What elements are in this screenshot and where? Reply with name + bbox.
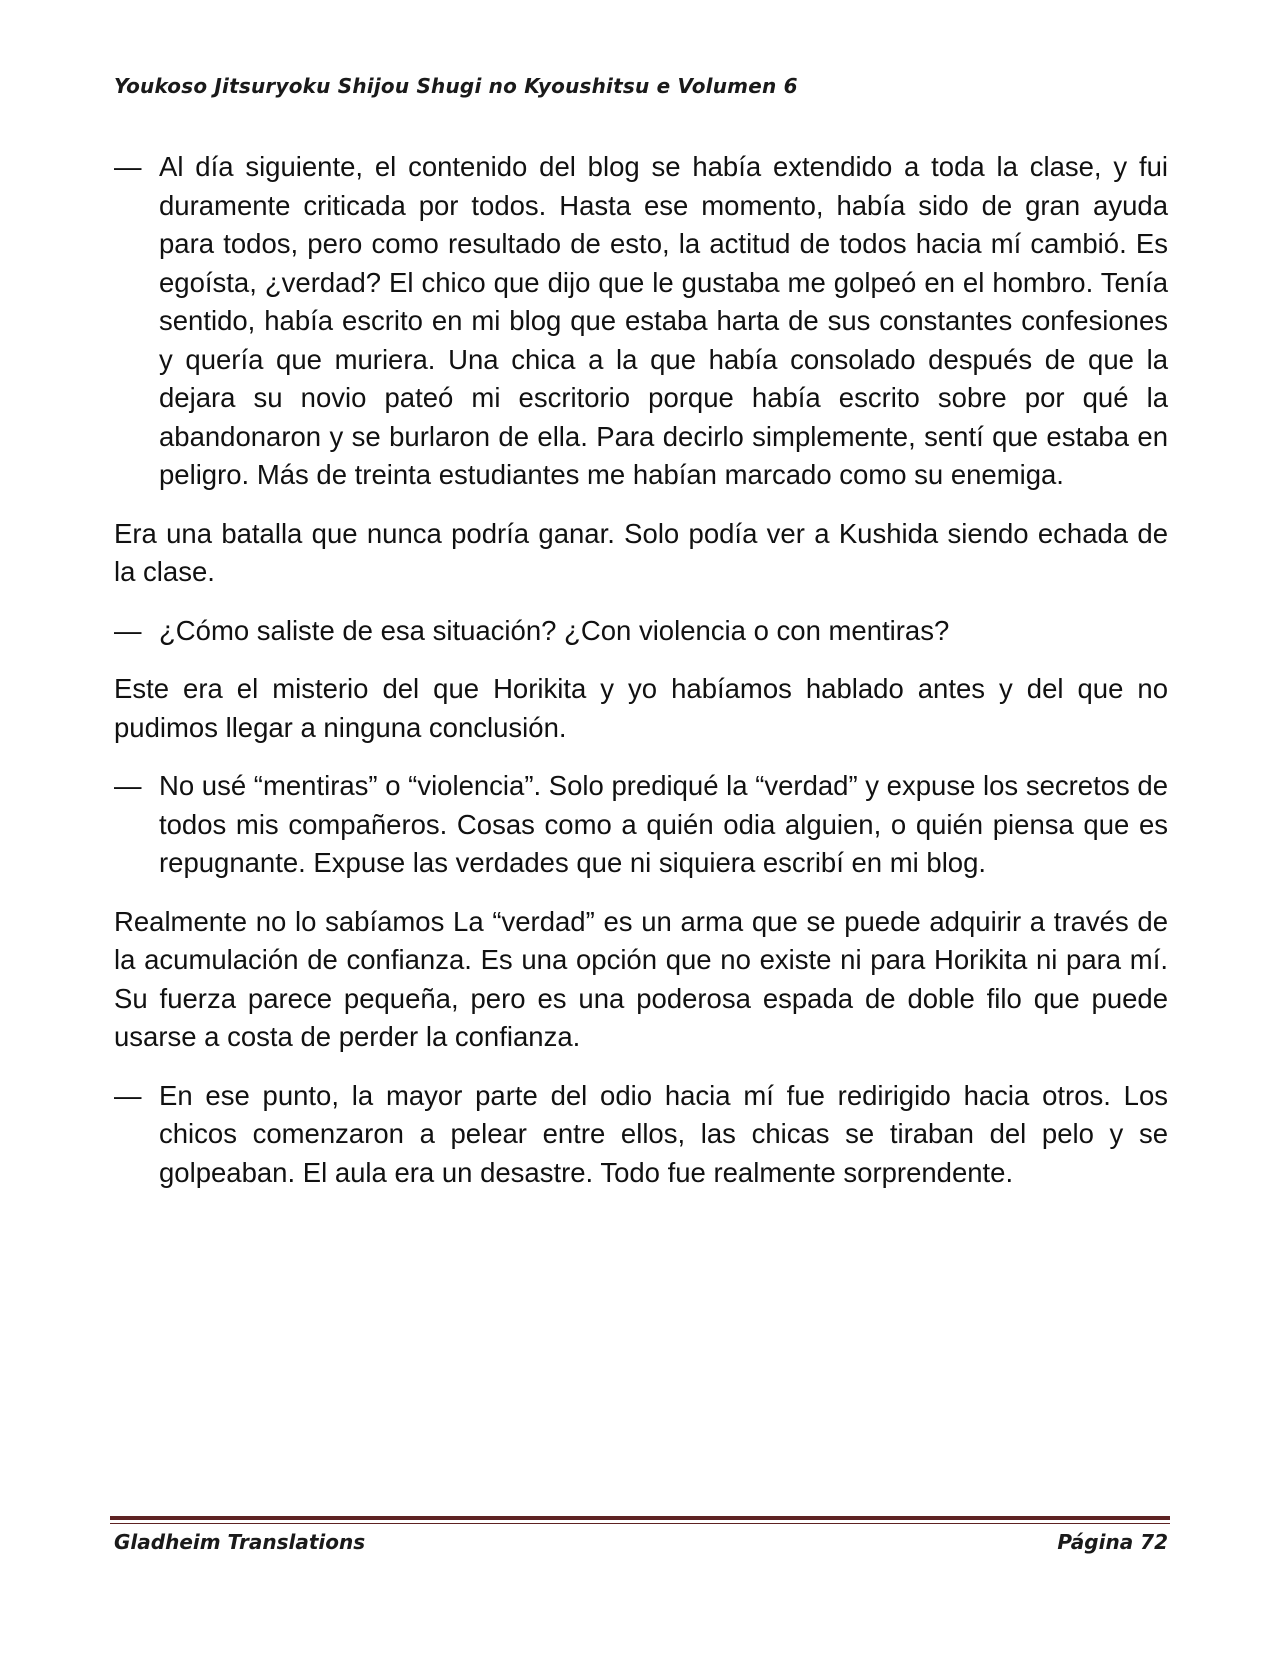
dialogue-text: En ese punto, la mayor parte del odio hacia mí fue redirigido hacia otros. Los chicos comenzaron a pelear entre ellos, las chicas se tiraban del pelo y se golpeaban. El aula era un desastre. Todo fue realmente sorprendente. — [159, 1079, 1168, 1188]
page-number: Página 72 — [1057, 1530, 1168, 1554]
dialogue-paragraph — [114, 612, 1168, 651]
dialogue-dash: — — [114, 614, 142, 646]
footer-divider-thin — [110, 1523, 1170, 1524]
dialogue-paragraph — [114, 1077, 1168, 1193]
dialogue-dash: — — [114, 770, 142, 801]
dialogue-dash: — — [114, 151, 142, 182]
narration-paragraph: Este era el misterio del que Horikita y yo habíamos hablado antes y del que no pudimos llegar a ninguna conclusión. — [114, 673, 1168, 743]
dialogue-text: No usé “mentiras” o “violencia”. Solo prediqué la “verdad” y expuse los secretos de todos mis compañeros. Cosas como a quién odia alguien, o quién piensa que es repugnante. Expuse las verdades que ni siquiera escribí en mi blog. — [159, 770, 1168, 878]
dialogue-text: Al día siguiente, el contenido del blog se había extendido a toda la clase, y fui duramente criticada por todos. Hasta ese momento, había sido de gran ayuda para todos, pero como resultado de esto, la actitud de todos hacia mí cambió. Es egoísta, ¿verdad? El chico que dijo que le gustaba me golpeó en el hombro. Tenía sentido, había escrito en mi blog que estaba harta de sus constantes confesiones y quería que muriera. Una chica a la que había consolado después de que la dejara su novio pateó mi escritorio porque había escrito sobre por qué la abandonaron y se burlaron de ella. Para decirlo simplemente, sentí que estaba en peligro. Más de treinta estudiantes me habían marcado como su enemiga. — [159, 151, 1168, 490]
page-body — [114, 148, 1168, 1212]
dialogue-dash: — — [114, 1079, 142, 1111]
dialogue-paragraph — [114, 148, 1168, 495]
narration-paragraph: Realmente no lo sabíamos La “verdad” es un arma que se puede adquirir a través de la acumulación de confianza. Es una opción que no existe ni para Horikita ni para mí. Su fuerza parece pequeña, pero es una poderosa espada de doble filo que puede usarse a costa de perder la confianza. — [114, 905, 1168, 1052]
footer-divider — [110, 1516, 1170, 1520]
footer-credit: Gladheim Translations — [114, 1530, 366, 1554]
dialogue-paragraph — [114, 767, 1168, 883]
running-header: Youkoso Jitsuryoku Shijou Shugi no Kyoushitsu e Volumen 6 — [114, 74, 798, 98]
narration-paragraph: Era una batalla que nunca podría ganar. Solo podía ver a Kushida siendo echada de la clase. — [114, 517, 1168, 587]
dialogue-text: ¿Cómo saliste de esa situación? ¿Con violencia o con mentiras? — [159, 614, 950, 646]
